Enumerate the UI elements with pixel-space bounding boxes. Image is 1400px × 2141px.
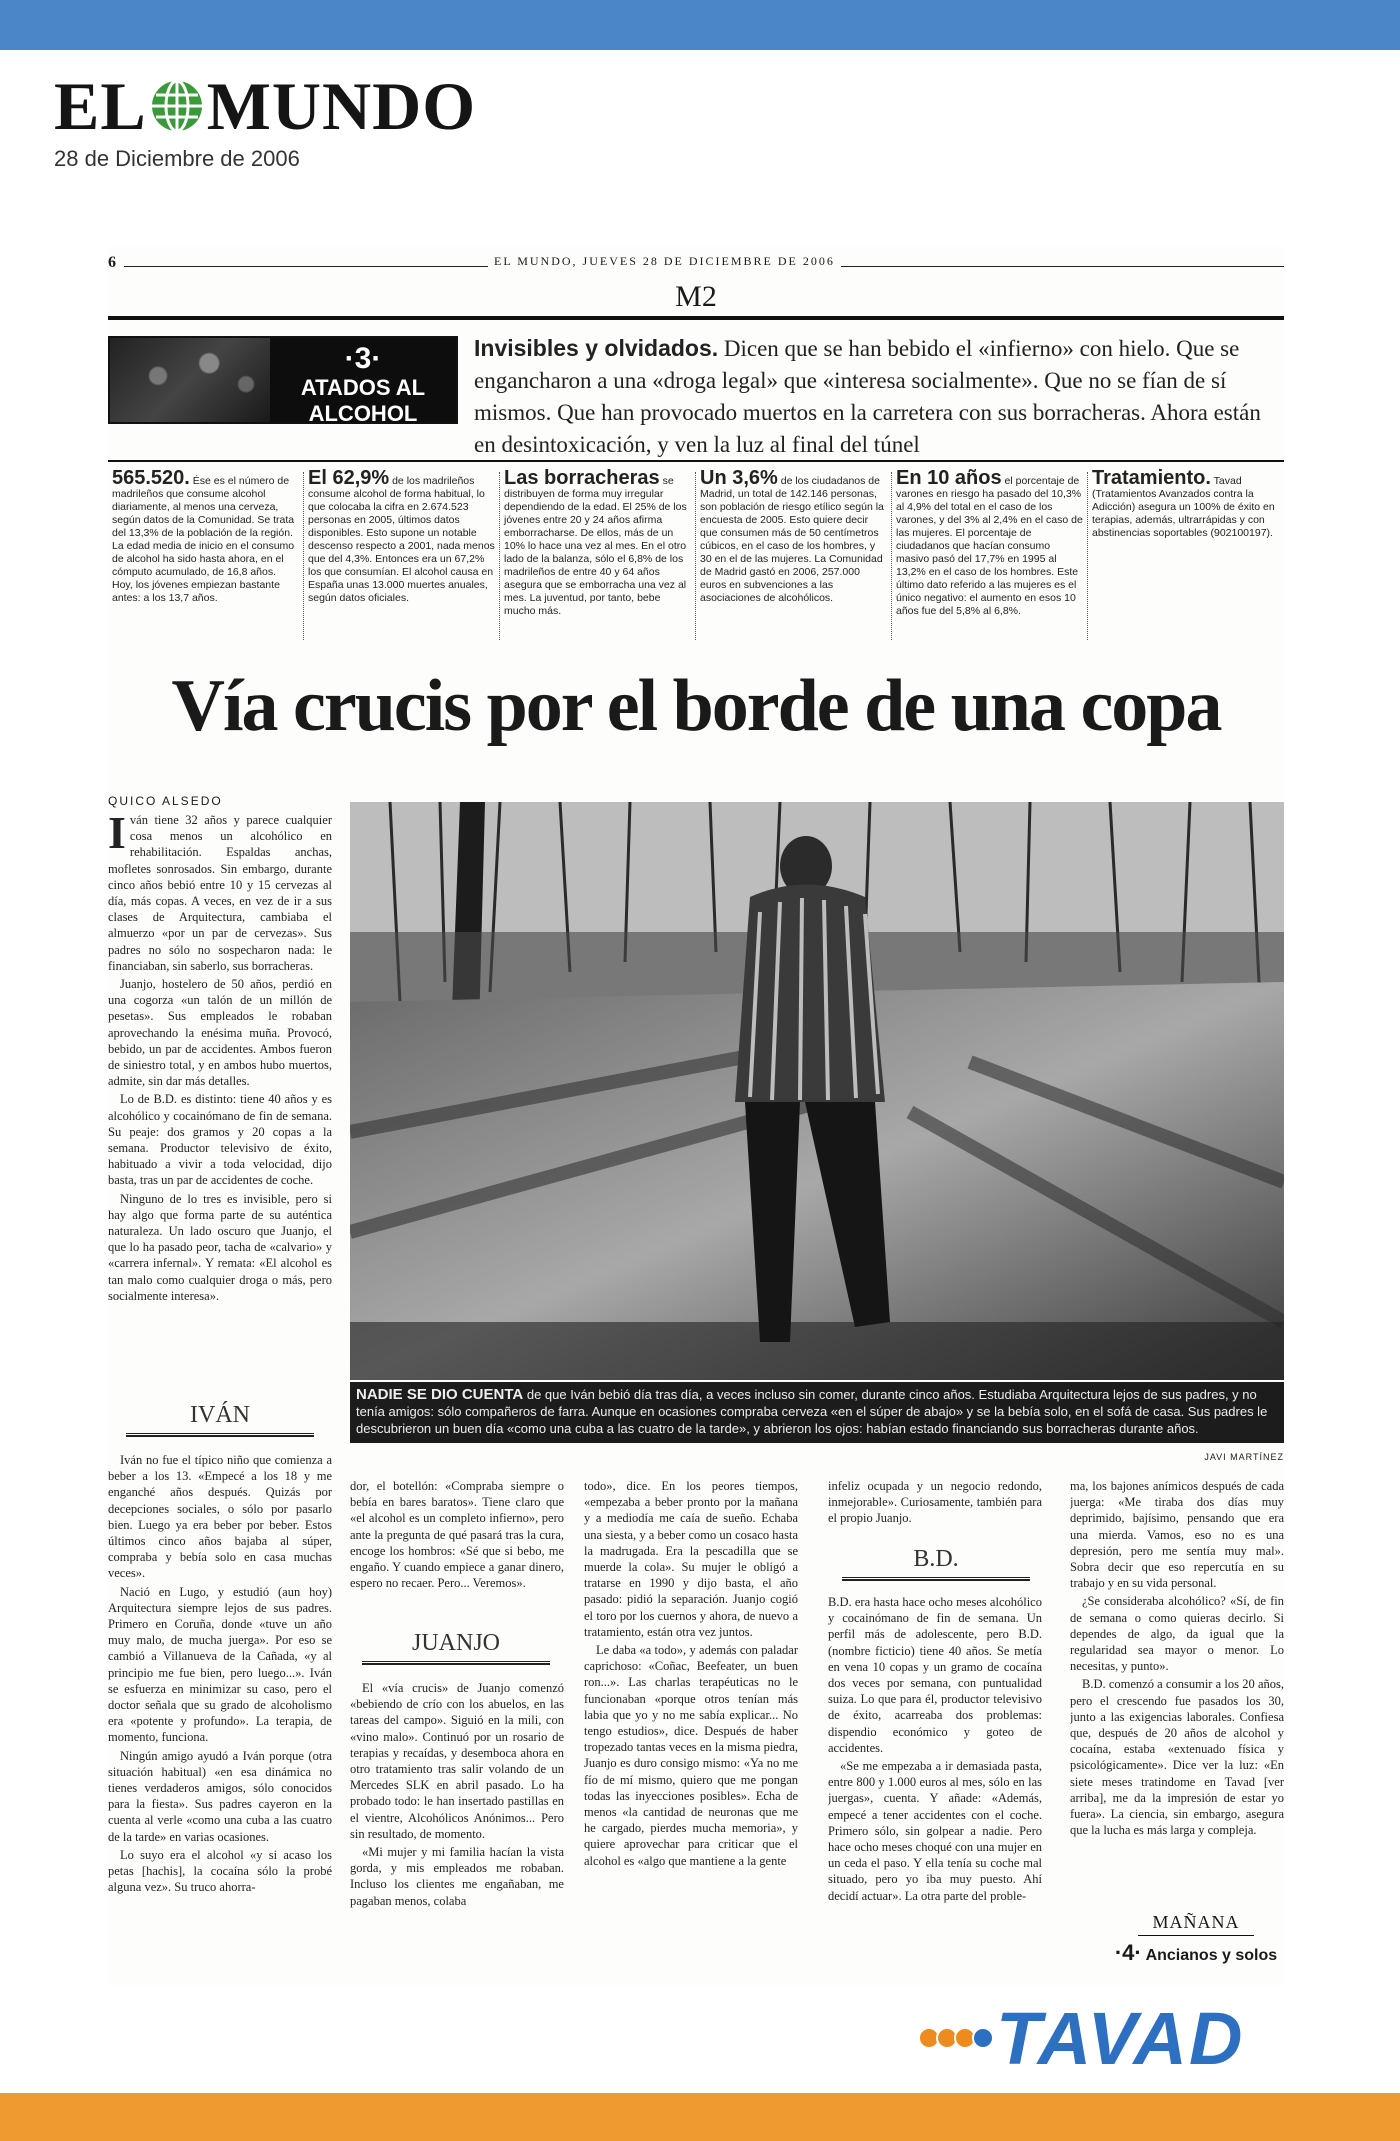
subhead-text: JUANJO bbox=[411, 1630, 500, 1656]
subhead-juanjo bbox=[362, 1630, 550, 1665]
article-column-4 bbox=[584, 1478, 798, 1982]
teaser-title-line2: ALCOHOL bbox=[308, 401, 418, 427]
paragraph: Nació en Lugo, y estudió (aun hoy) Arquitectura siempre lejos de sus padres. Primero en Coruña, donde «tuve un año muy malo, de mucha juerga». Por eso se cambió a Villanueva de la Cañada, «y al principio me fue bien, pero luego...». Iván se esfuerza en minimizar su caso, pero el doctor señala que su grado de alcoholismo era «potente y profundo». La terapia, de momento, funciona. bbox=[108, 1584, 332, 1745]
fact-figure: En 10 años bbox=[896, 467, 1002, 489]
subhead-bd bbox=[842, 1546, 1030, 1581]
teaser-number: ·3· bbox=[344, 342, 382, 375]
intro-text: Dicen que se han bebido el «infierno» con hielo. Que se engancharon a una «droga legal» que «interesa socialmente». Que no se fían de sí mismos. Que han provocado muertos en la carretera con sus borracheras. Ahora están en desintoxicación, y ven la luz al final del túnel bbox=[474, 336, 1261, 457]
fact-text: de los madrileños consume alcohol de forma habitual, lo que colocaba la cifra en 2.674.523 personas en 2005, últimos datos disponibles. Esto supone un notable descenso respecto a 2001, nada menos que del 4,3%. Entonces era un 67,2% los que consumían. El alcohol causa en España unas 13.000 muertes anuales, según datos oficiales. bbox=[308, 475, 495, 604]
paragraph: Lo de B.D. es distinto: tiene 40 años y es alcohólico y cocainómano de fin de semana. Su peaje: dos gramos y 20 copas a la semana. Productor televisivo de éxito, habituado a vivir a toda velocidad, dijo basta, tras un par de accidentes de coche. bbox=[108, 1092, 332, 1188]
next-issue-title: Ancianos y solos bbox=[1145, 1947, 1278, 1964]
next-issue-title-row bbox=[1108, 1940, 1284, 1966]
el-mundo-logo bbox=[54, 68, 477, 144]
tavad-logo bbox=[918, 1998, 1348, 2078]
fact-figure: 565.520. bbox=[112, 467, 190, 489]
caption-text: de que Iván bebió día tras día, a veces incluso sin comer, durante cinco años. Estudiaba Arquitectura lejos de sus padres, y no tenía amigos: sólo compañeros de farra. Aunque en ocasiones compraba cerveza «en el súper de abajo» y se la bebía solo, en el sofá de casa. Sus padres le descubrieron un buen día «como una cuba a las cuatro de la tarde», y abrieron los ojos: habían estado financiando sus borracheras durante años. bbox=[356, 1387, 1268, 1436]
tavad-dots-icon bbox=[918, 2027, 990, 2049]
fact-box bbox=[108, 467, 304, 640]
next-issue-teaser bbox=[1108, 1912, 1284, 1966]
fact-text: se distribuyen de forma muy irregular dependiendo de la edad. El 25% de los jóvenes entre 20 y 24 años afirma emborracharse. De ellos, más de un 10% lo hace una vez al mes. En el otro lado de la balanza, sólo el 6,8% de los madrileños de entre 40 y 64 años asegura que se emborracha una vez al mes. La juventud, por tanto, bebe mucho más. bbox=[504, 475, 687, 617]
paragraph bbox=[108, 812, 332, 974]
fact-box bbox=[1088, 467, 1284, 640]
article-column-3b bbox=[350, 1680, 564, 1982]
next-issue-number: ·4· bbox=[1114, 1940, 1142, 1965]
fact-figure: Un 3,6% bbox=[700, 467, 778, 489]
intro-kicker: Invisibles y olvidados. bbox=[474, 335, 719, 361]
paragraph: ma, los bajones anímicos después de cada juerga: «Me tiraba dos días muy deprimido, bajísimo, pensando que era una mierda. Vamos, eso no es una depresión, pero me sentía muy mal». Sobra decir que eso repercutía en su trabajo y en su vida personal. bbox=[1070, 1479, 1284, 1591]
facts-rule bbox=[108, 460, 1284, 462]
paragraph: Ningún amigo ayudó a Iván porque (otra situación habitual) «en esa dinámica no tienes verdaderos amigos, sólo conocidos para la fiesta». Sus padres cayeron en la cuenta al verle «como una cuba a las cuatro de la tarde» en varias ocasiones. bbox=[108, 1748, 332, 1844]
photo-credit: JAVI MARTÍNEZ bbox=[1204, 1452, 1284, 1462]
newspaper-page bbox=[108, 246, 1284, 1986]
fact-box bbox=[304, 467, 500, 640]
fact-text: el porcentaje de varones en riesgo ha pasado del 10,3% al 4,9% del total en el caso de los varones, y del 3% al 2,4% en el caso de las mujeres. El porcentaje de ciudadanos que hacían consumo masivo pasó del 17,7% en 1995 al 13,2% en el caso de los hombres. Este último dato referido a las mujeres es el único negativo: el aumento en esos 10 años fue del 5,8% al 6,8%. bbox=[896, 475, 1083, 617]
paragraph: todo», dice. En los peores tiempos, «empezaba a beber pronto por la mañana y a mediodía me caía de sueño. Echaba una siesta, y a beber como un cosaco hasta la madrugada. Era la pescadilla que se muerde la cola». Su mujer le obligó a tratarse en 1990 y dijo basta, el año pasado: pidió la separación. Juanjo cogió el toro por los cuernos y ahora, de nuevo a tratamiento, están otra vez juntos. bbox=[584, 1479, 798, 1639]
subhead-rule bbox=[842, 1577, 1030, 1581]
fact-figure: Las borracheras bbox=[504, 467, 660, 489]
paragraph: dor, el botellón: «Compraba siempre o bebía en bares baratos». Tiene claro que «el alcohol es un completo infierno», pero ante la pregunta de qué pasará tras la cura, encoge los hombros: «Sé que si bebo, me engaño. Y cuando empiece a ganar dinero, espero no recaer. Pero... Veremos». bbox=[350, 1479, 564, 1591]
paragraph: «Mi mujer y mi familia hacían la vista gorda, y mis empleados me robaban. Incluso los clientes me engañaban, me pagaban menos, colaba bbox=[350, 1845, 564, 1908]
photo-man-walking bbox=[350, 802, 1284, 1380]
subhead-text: IVÁN bbox=[190, 1402, 250, 1428]
paragraph: Iván no fue el típico niño que comienza a beber a los 13. «Empecé a los 18 y me enganché años después. Quizás por decepciones sociales, o sólo por pasarlo bien. Luego ya era beber por beber. Estos últimos cinco años bajaba al súper, compraba y bebía solo en casa muchas veces». bbox=[108, 1453, 332, 1581]
paragraph: Juanjo, hostelero de 50 años, perdió en una cogorza «un talón de un millón de pesetas». Sus empleados le robaban aprovechando la enésima muña. Provocó, bebido, un par de accidentes. Ambos fueron de siniestro total, y en ambos hubo muertos, admite, sin dar más detalles. bbox=[108, 977, 332, 1089]
dot-icon bbox=[972, 2027, 994, 2049]
paragraph: infeliz ocupada y un negocio redondo, inmejorable». Curiosamente, también para el propio Juanjo. bbox=[828, 1479, 1042, 1526]
paragraph: «Se me empezaba a ir demasiada pasta, entre 800 y 1.000 euros al mes, sólo en las juergas», cuenta. Y añade: «Además, empecé a tener accidentes con el coche. Primero sólo, sin golpear a nadie. Pero hace ocho meses choqué con una mujer en un ceda el paso. Y ella tenía su coche mal situado, pero yo iba muy puesto. Ahí decidí actuar». La otra parte del proble- bbox=[828, 1759, 1042, 1903]
teaser-label bbox=[270, 338, 456, 427]
section-title: M2 bbox=[675, 280, 717, 313]
paragraph: Ninguno de lo tres es invisible, pero si hay algo que forma parte de su auténtica naturaleza. Un lado oscuro que Juanjo, el que lo ha pasado peor, tacha de «calvario» y «carrera infernal». Y remata: «El alcohol es tan malo como cualquier droga o más, pero socialmente interesa». bbox=[108, 1191, 332, 1303]
series-teaser-box bbox=[108, 336, 458, 427]
paragraph: B.D. era hasta hace ocho meses alcohólico y cocainómano de fin de semana. Un perfil más de adolescente, pero B.D. (nombre ficticio) tiene 40 años. Se metía en vena 10 copas y un gramo de cocaína dos veces por semana, con puntualidad suiza. Lo que para él, productor televisivo de éxito, acarreaba dos problemas: dispendio económico y goteo de accidentes. bbox=[828, 1595, 1042, 1755]
section-rule bbox=[108, 316, 1284, 320]
paragraph-text: ván tiene 32 años y parece cualquier cosa menos un alcohólico en rehabilitación. Espaldas anchas, mofletes sonrosados. Sin embargo, durante cinco años bebió entre 10 y 15 cervezas al día, más copas. A veces, en vez de ir a sus clases de Arquitectura, cambiaba el almuerzo «por un par de cervezas». Sus padres no sólo no sospecharon nada: le financiaban, sin saberlo, sus borracheras. bbox=[108, 813, 332, 973]
article-column-3 bbox=[350, 1478, 564, 1628]
paragraph: Lo suyo era el alcohol «y si acaso los petas [hachis], la cocaína sólo la probé alguna vez». Su truco ahorra- bbox=[108, 1847, 332, 1895]
fact-figure: El 62,9% bbox=[308, 467, 390, 489]
fact-text: Tavad (Tratamientos Avanzados contra la Adicción) asegura un 100% de éxito en terapias, además, ultrarrápidas y con abstinencias soportables (902100197). bbox=[1092, 475, 1275, 539]
subhead-rule bbox=[126, 1433, 314, 1437]
paragraph: Le daba «a todo», y además con paladar caprichoso: «Coñac, Beefeater, un buen ron...». Las charlas terapéuticas no le funcionaban «porque otros tenían más labia que yo y no me sabía explicar... No tengo estudios», dice. Después de haber tropezado tantas veces en la misma piedra, Juanjo es duro consigo mismo: «Ya no me fío de mí mismo, quiero que me pongan todas las inyecciones posibles». Echa de menos «la cantidad de neuronas que me he cargado, pierdes mucha memoria», y quiere aprovechar para criticar que el alcohol es «algo que mantiene a la gente bbox=[584, 1643, 798, 1868]
caption-kicker: NADIE SE DIO CUENTA bbox=[356, 1386, 524, 1403]
fact-text: Ése es el número de madrileños que consume alcohol diariamente, al menos una cerveza, según datos de la Comunidad. Se trata del 13,3% de la población de la región. La edad media de inicio en el consumo de alcohol ha sido hasta ahora, en el cómputo acumulado, de 16,8 años. Hoy, los jóvenes empiezan bastante antes: a los 13,7 años. bbox=[112, 475, 295, 604]
fact-text: de los ciudadanos de Madrid, un total de 142.146 personas, son población de riesgo etílico según la encuesta de 2005. Esto quiere decir que consumen más de 50 centímetros cúbicos, en el caso de los hombres, y 30 en el de las mujeres. La Comunidad de Madrid gastó en 2006, 257.000 euros en subvenciones a las asociaciones de alcohólicos. bbox=[700, 475, 884, 604]
folio-line bbox=[108, 254, 1284, 274]
logo-text-el: EL bbox=[54, 68, 147, 144]
folio-text: EL MUNDO, JUEVES 28 DE DICIEMBRE DE 2006 bbox=[488, 254, 841, 269]
paragraph: B.D. comenzó a consumir a los 20 años, pero el crescendo fue pasados los 30, junto a las exigencias laborales. Confiesa que, después de 20 años de alcohol y cocaína, estaba «extenuado física y psicológicamente». Dice ver la luz: «En siete meses tratindome en Tavad [ver arriba], me da la impresión de estar yo fuera». La ciencia, sin embargo, asegura que la lucha es más larga y compleja. bbox=[1070, 1677, 1284, 1838]
drop-cap: I bbox=[108, 812, 126, 858]
subhead-rule bbox=[362, 1661, 550, 1665]
next-issue-label: MAÑANA bbox=[1138, 1912, 1254, 1936]
page-number: 6 bbox=[108, 254, 116, 271]
bottom-color-bar bbox=[0, 2093, 1400, 2141]
teaser-photo bbox=[110, 338, 270, 422]
paragraph: El «vía crucis» de Juanjo comenzó «bebiendo de crío con los abuelos, en las tareas del campo». Siguió en la mili, con «vino malo». Continuó por un rosario de terapias y recaídas, y desemboca ahora en otro tratamiento tras salir volando de un Mercedes SLK en abril pasado. Lo ha probado todo: le han insertado pastillas en el vientre, Alcohólicos Anónimos... Pero sin resultado, de momento. bbox=[350, 1681, 564, 1841]
article-column-5a bbox=[828, 1478, 1042, 1548]
fact-figure: Tratamiento. bbox=[1092, 467, 1211, 489]
header-date: 28 de Diciembre de 2006 bbox=[54, 146, 300, 171]
tavad-wordmark: TAVAD bbox=[996, 1996, 1245, 2080]
globe-icon bbox=[149, 78, 205, 134]
subhead-text: B.D. bbox=[913, 1546, 959, 1572]
photo-caption bbox=[350, 1382, 1284, 1443]
article-headline: Vía crucis por el borde de una copa bbox=[171, 665, 1221, 747]
subhead-ivan bbox=[126, 1402, 314, 1437]
teaser-title-line1: ATADOS AL bbox=[300, 375, 426, 400]
fact-box bbox=[892, 467, 1088, 640]
top-color-bar bbox=[0, 0, 1400, 50]
fact-box bbox=[696, 467, 892, 640]
main-photo bbox=[350, 802, 1284, 1380]
facts-strip bbox=[108, 467, 1284, 640]
article-byline: QUICO ALSEDO bbox=[108, 794, 223, 808]
article-column-6 bbox=[1070, 1478, 1284, 1908]
logo-text-mundo: MUNDO bbox=[206, 68, 477, 144]
article-column-5 bbox=[828, 1594, 1042, 1982]
fact-box bbox=[500, 467, 696, 640]
series-intro bbox=[474, 332, 1284, 461]
paragraph: ¿Se consideraba alcohólico? «Sí, de fin de semana o como quieras decirlo. Si dependes de algo, da igual que la regularidad sea mayor o menor. Lo necesitas, y punto». bbox=[1070, 1594, 1284, 1674]
article-column-lead bbox=[108, 812, 332, 1382]
article-column-ivan bbox=[108, 1452, 332, 1982]
